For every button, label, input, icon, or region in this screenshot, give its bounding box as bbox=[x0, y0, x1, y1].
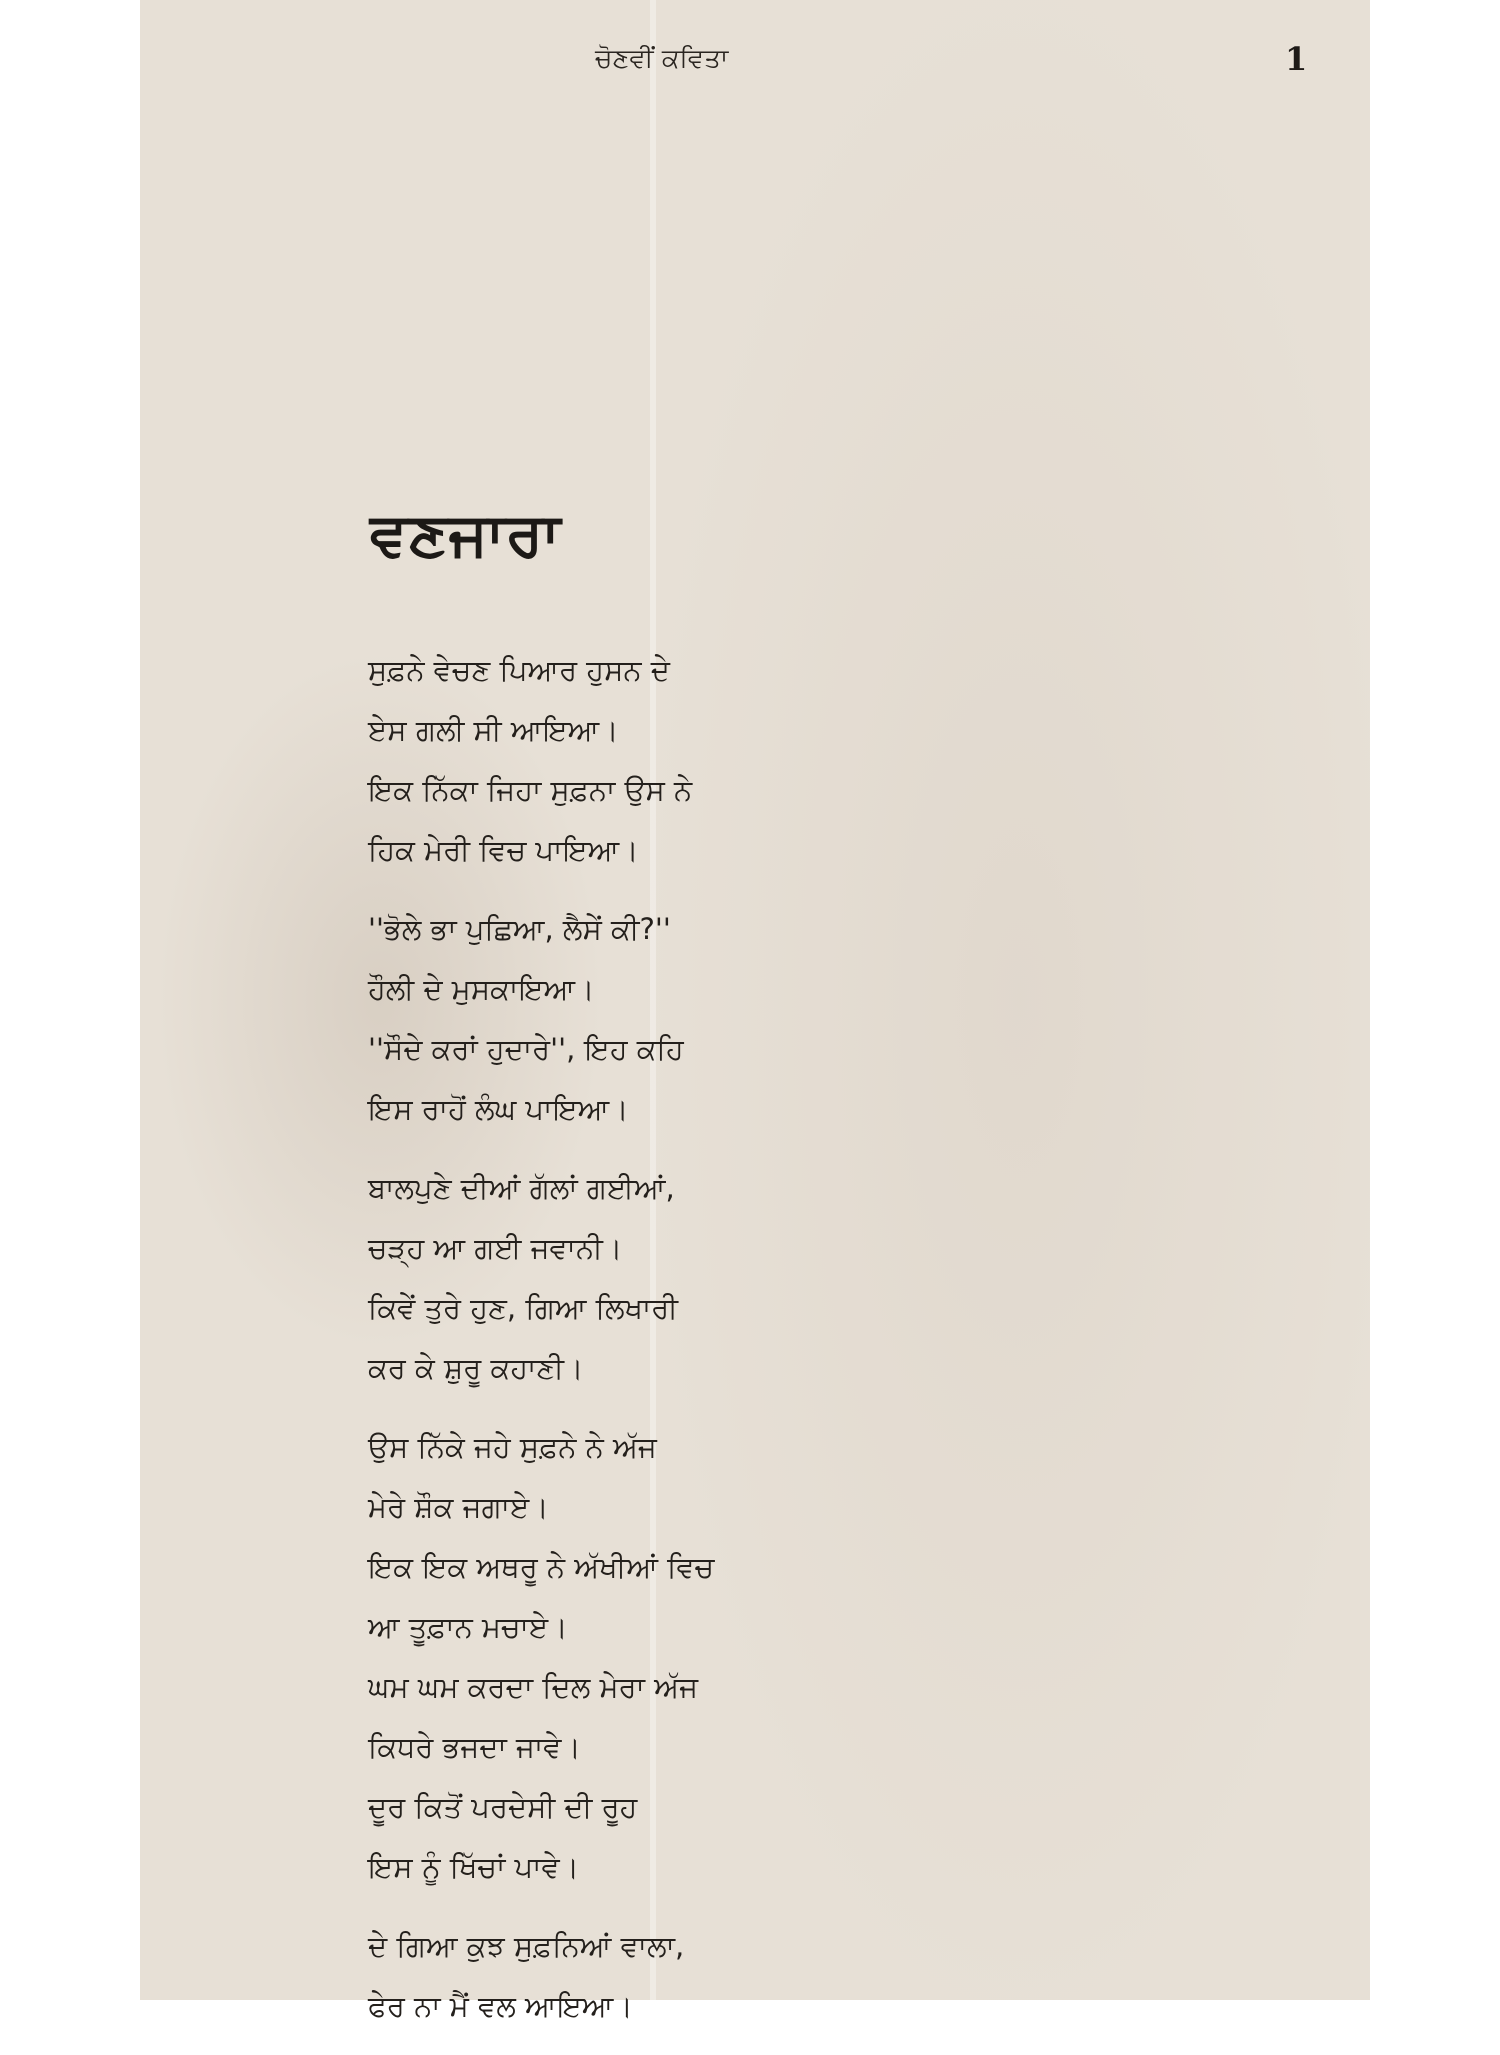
poem-line: ਦੇ ਗਿਆ ਕੁਝ ਸੁਫ਼ਨਿਆਂ ਵਾਲਾ, bbox=[368, 1929, 685, 1963]
poem-line: ਆ ਤੂਫ਼ਾਨ ਮਚਾਏ। bbox=[368, 1610, 568, 1644]
poem-line: ਕਿਧਰੇ ਭਜਦਾ ਜਾਵੇ। bbox=[368, 1730, 581, 1764]
poem-line: ''ਭੋਲੇ ਭਾ ਪੁਛਿਆ, ਲੈਸੇਂ ਕੀ?'' bbox=[368, 912, 671, 946]
poem-body bbox=[368, 640, 1128, 2055]
poem-line: ਮੇਰੇ ਸ਼ੌਕ ਜਗਾਏ। bbox=[368, 1490, 549, 1524]
poem-line: ਕਿਵੇਂ ਤੁਰੇ ਹੁਣ, ਗਿਆ ਲਿਖਾਰੀ bbox=[368, 1291, 678, 1325]
poem-line: ਇਸ ਨੂੰ ਖਿੱਚਾਂ ਪਾਵੇ। bbox=[368, 1850, 580, 1884]
poem-line: ਸੁਫ਼ਨੇ ਵੇਚਣ ਪਿਆਰ ਹੁਸਨ ਦੇ bbox=[368, 653, 670, 687]
poem-line: ਬਾਲਪੁਣੇ ਦੀਆਂ ਗੱਲਾਂ ਗਈਆਂ, bbox=[368, 1171, 675, 1205]
poem-line: ਉਸ ਨਿੱਕੇ ਜਹੇ ਸੁਫ਼ਨੇ ਨੇ ਅੱਜ bbox=[368, 1430, 657, 1464]
poem-line: ਦੂਰ ਕਿਤੋਂ ਪਰਦੇਸੀ ਦੀ ਰੂਹ bbox=[368, 1790, 638, 1824]
poem-line: ਕਰ ਕੇ ਸ਼ੁਰੂ ਕਹਾਣੀ। bbox=[368, 1351, 584, 1385]
running-header bbox=[140, 40, 1370, 84]
poem-line: ''ਸੌਦੇ ਕਰਾਂ ਹੁਦਾਰੇ'', ਇਹ ਕਹਿ bbox=[368, 1032, 684, 1066]
poem-line: ਇਕ ਨਿੱਕਾ ਜਿਹਾ ਸੁਫ਼ਨਾ ਉਸ ਨੇ bbox=[368, 773, 693, 807]
poem-line: ਏਸ ਗਲੀ ਸੀ ਆਇਆ। bbox=[368, 713, 619, 747]
poem-line: ਚੜ੍ਹ ਆ ਗਈ ਜਵਾਨੀ। bbox=[368, 1231, 623, 1265]
stanza bbox=[368, 1417, 1128, 1897]
poem-line: ਘਮ ਘਮ ਕਰਦਾ ਦਿਲ ਮੇਰਾ ਅੱਜ bbox=[368, 1670, 699, 1704]
stanza bbox=[368, 899, 1128, 1139]
poem-line: ਫੇਰ ਨਾ ਮੈਂ ਵਲ ਆਇਆ। bbox=[368, 1989, 633, 2023]
poem-line: ਇਸ ਰਾਹੋਂ ਲੰਘ ਪਾਇਆ। bbox=[368, 1092, 629, 1126]
poem-line: ਇਕ ਇਕ ਅਥਰੂ ਨੇ ਅੱਖੀਆਂ ਵਿਚ bbox=[368, 1550, 715, 1584]
poem-line: ਹਿਕ ਮੇਰੀ ਵਿਚ ਪਾਇਆ। bbox=[368, 833, 639, 867]
poem-title: ਵਣਜਾਰਾ bbox=[370, 500, 562, 570]
page-number: 1 bbox=[1285, 40, 1308, 78]
poem-line: ਹੌਲੀ ਦੇ ਮੁਸਕਾਇਆ। bbox=[368, 972, 595, 1006]
stanza bbox=[368, 640, 1128, 880]
scanned-page bbox=[140, 0, 1370, 2023]
stanza bbox=[368, 1158, 1128, 1398]
running-title: ਚੋਣਵੀਂ ਕਵਿਤਾ bbox=[595, 44, 729, 74]
stanza bbox=[368, 1916, 1128, 2036]
